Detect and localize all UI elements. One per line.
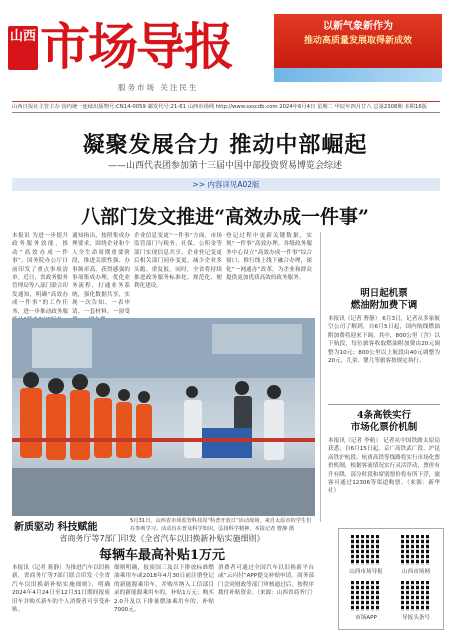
sidebar-news-2-body: 本报讯（记者 李航） 记者从中国铁路太原局获悉，自6月15日起，京广高铁武广段、沪昆高铁沪杭段、杭甬高铁等线路将实行市场化票价机制，根据客流情况实行灵活浮动，票价有升有降，部分时段和席别票价将有所下浮，旅客可通过12306等渠道购票。（来源：新华社） (328, 438, 440, 495)
bottom-kicker: 省商务厅等7部门印发《全省汽车以旧换新补贴实施细则》 (59, 534, 265, 543)
qr-code-icon[interactable] (351, 581, 381, 611)
photo-caption: 5月31日，山西省市场监管科技周“科普开放日”活动现场，来自太原市的学生们在参观学习。活动旨在普及科学知识，弘扬科学精神。本报记者 曹静 摄 (130, 518, 312, 532)
qr-label: 山西市场导报 (349, 569, 383, 575)
column-divider (320, 232, 321, 522)
masthead (0, 0, 450, 100)
ad-skyline-graphic (274, 68, 442, 82)
sidebar-news-1-title: 明日起机票 (360, 288, 408, 299)
ad-line-1: 以新气象新作为 (323, 21, 393, 32)
main-article-col-2: 通知指出，按照集成办理要求，围绕企业和个人全生命周期重要阶段，推进关联性强、办事频率高、获得感强的事项集成办理，优化业务流程、打通业务系统，强化数据共享，实现一次告知、一表申请、一套材料、一窗受 (72, 233, 130, 315)
qr-label: 山西市场网 (402, 569, 430, 575)
main-article-col-1: 本报讯 为进一步提升政务服务效能，推动“高效办成一件事”，国务院办公厅日前印发了重点事项清单。近日，省政务服务管理局等八部门联合印发通知，明确“高效办成一件事”的工作任务，进一步推动政务服 (12, 233, 68, 315)
sidebar-news-2 (328, 410, 440, 529)
photo-tag: 新质驱动 科技赋能 (14, 522, 98, 533)
bottom-article-col-1: 本报讯（记者 蒋静）为推进汽车以旧换新，省商务厅等7部门联合印发《全省汽车以旧换新补贴实施细则》，明确2024年4月24日至12月31日期间报废旧车并购买新车的个人消费者可享受补贴。 (12, 565, 110, 614)
photo-illustration (12, 318, 315, 516)
news-photo (12, 318, 315, 516)
slogan: 服务市场 关注民生 (118, 83, 199, 92)
sidebar-news-2-subtitle: 市场化票价机制 (350, 422, 418, 433)
lead-headline: 凝聚发展合力 推动中部崛起 (82, 132, 368, 158)
bottom-article-col-3: 消费者可通过全国汽车以旧换新平台或“云闪付”APP提交补贴申请。商务部门会同财政等部门审核通过后，按程序拨付补贴资金。（来源：山西省商务厅） (218, 565, 316, 597)
sidebar-news-1-subtitle: 燃油附加费下调 (350, 300, 418, 311)
qr-label: 导报头条号 (402, 615, 430, 621)
qr-code-icon[interactable] (401, 581, 431, 611)
qr-code-panel (338, 528, 444, 630)
bottom-headline: 每辆车最高补贴1万元 (98, 548, 226, 563)
publication-info-bar: 山西日报社主管主办 国内统一连续出版物号:CN14-0059 邮发代号:21-61 山西市场网 http://www.sxscdb.com 2024年6月4日 星期二 甲辰年四月廿八 总第2308期 本期16版 (12, 101, 440, 113)
qr-code-icon[interactable] (351, 535, 381, 565)
lead-subhead: ——山西代表团参加第十三届中国中部投资贸易博览会综述 (107, 161, 342, 171)
main-article-col-3: 企业信息变更“一件事”方面，市场监管部门与税务、社保、公积金等部门实现信息共享，企业登记变更后相关部门同步变更，减少企业多头跑、重复报。同时，全省将持续推进政务服务标准化、规范化、便利化建设。 (134, 233, 222, 290)
newspaper-title: 市场导报 (40, 17, 232, 76)
ad-line-2: 推动高质量发展取得新成效 (303, 36, 412, 46)
more-content-link[interactable]: >> 内容详见A02版 (12, 178, 440, 191)
sidebar-news-1-body: 本报讯（记者 曹静） 6月3日，记者从多家航空公司了解到，自6月5日起，国内航线燃油附加费将迎来下调。其中，800公里（含）以下航段，每位旅客收取燃油附加费由20元调整为10元；800公里以上航段由40元调整为20元。儿童、婴儿等旅客按规定执行。 (328, 316, 440, 365)
main-article-col-4: 登记过程中更新关键数据，实现“一件事”高效办理。各级政务服务中心设立“高效办成一件事”综合窗口，推行线上线下融合办理，深化“一网通办”改革，为企业和群众提供更加优质高效的政务服务。 (226, 233, 312, 282)
bottom-article-col-2: 细则明确，报废国三及以下排放标准燃油乘用车或2018年4月30日前注册登记的新能源乘用车，并购买纳入工信部目录的新能源乘用车的，补贴1万元；购买2.0升及以下排量燃油乘用车的，补贴7000元。 (114, 565, 214, 614)
main-headline: 八部门发文推进“高效办成一件事” (81, 206, 369, 228)
sidebar-divider (328, 404, 440, 405)
qr-label: 市场APP (355, 615, 377, 621)
logo-seal: 山西 (8, 26, 38, 70)
sidebar-news-2-title: 4条高铁实行 (356, 410, 412, 421)
masthead-ad-banner (274, 14, 442, 68)
sidebar-news-1 (328, 288, 440, 403)
qr-code-icon[interactable] (401, 535, 431, 565)
